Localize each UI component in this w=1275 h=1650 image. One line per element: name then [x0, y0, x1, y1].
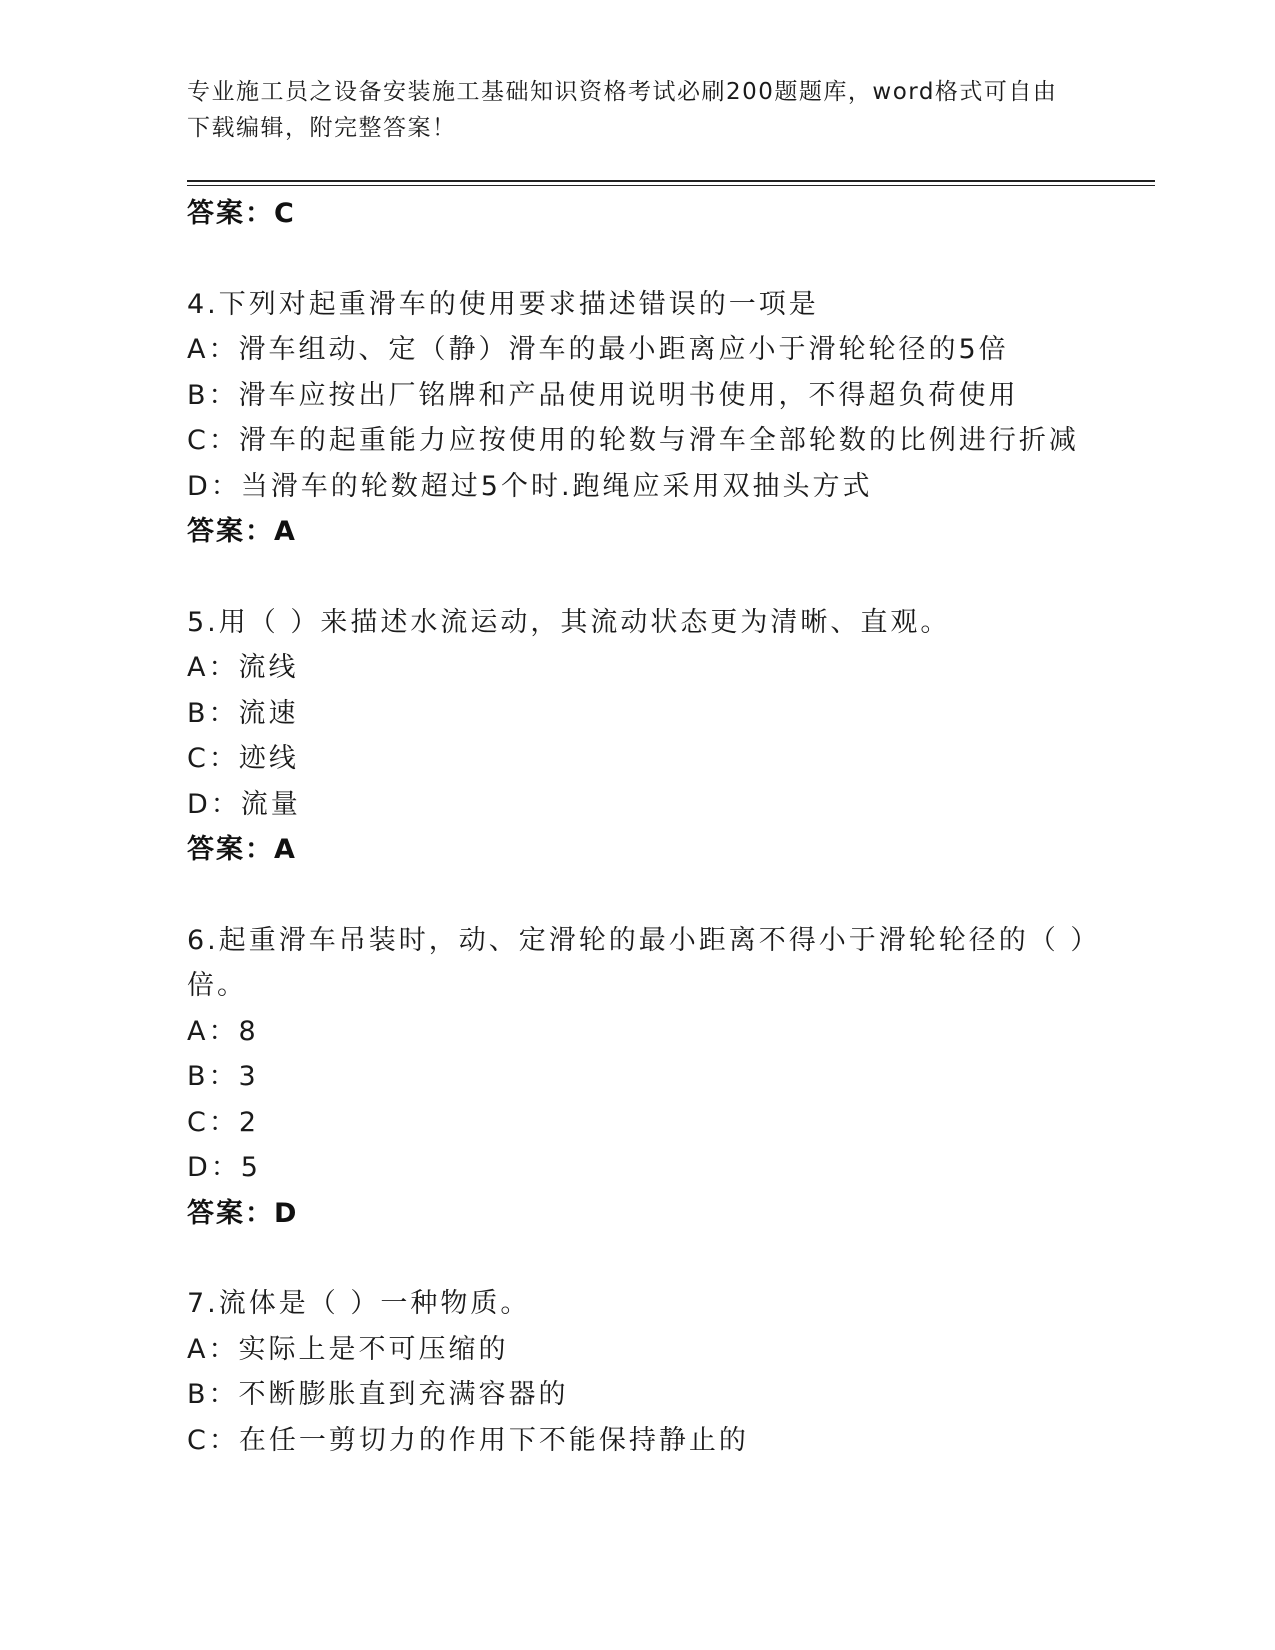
option-b: B：3: [187, 1061, 259, 1092]
answer-line: 答案：A: [187, 834, 297, 865]
option-c: C：滑车的起重能力应按使用的轮数与滑车全部轮数的比例进行折减: [187, 425, 1079, 456]
document-header: [187, 74, 1077, 146]
option-a: A：流线: [187, 652, 299, 683]
question-stem-line-1: 6.起重滑车吊装时，动、定滑轮的最小距离不得小于滑轮轮径的（ ）: [187, 924, 1101, 956]
option-d: D：流量: [187, 788, 301, 820]
option-a: A：实际上是不可压缩的: [187, 1333, 509, 1365]
answer-line: 答案：D: [187, 1197, 299, 1229]
option-c: C：迹线: [187, 743, 299, 774]
header-rule-thick: [187, 180, 1155, 182]
option-b: B：流速: [187, 697, 299, 729]
question-block: [187, 1281, 1087, 1463]
question-block: [187, 918, 1101, 1237]
option-a: A：滑车组动、定（静）滑车的最小距离应小于滑轮轮径的5倍: [187, 334, 1009, 365]
option-c: C：在任一剪切力的作用下不能保持静止的: [187, 1424, 749, 1456]
question-content: [187, 191, 1101, 1463]
option-b: B：不断膨胀直到充满容器的: [187, 1379, 569, 1410]
option-d: D：5: [187, 1152, 261, 1183]
question-block: [187, 282, 1087, 555]
question-stem-line-2: 倍。: [187, 970, 247, 1001]
question-stem: 4.下列对起重滑车的使用要求描述错误的一项是: [187, 288, 819, 320]
answer-line: 答案：C: [187, 198, 296, 229]
option-a: A：8: [187, 1015, 259, 1047]
header-rule-thin: [187, 185, 1155, 186]
header-text: 专业施工员之设备安装施工基础知识资格考试必刷200题题库，word格式可自由下载编辑，附完整答案！: [187, 79, 1058, 141]
answer-line: 答案：A: [187, 516, 297, 547]
question-block: [187, 600, 1087, 873]
option-b: B：滑车应按出厂铭牌和产品使用说明书使用，不得超负荷使用: [187, 379, 1019, 411]
option-d: D：当滑车的轮数超过5个时.跑绳应采用双抽头方式: [187, 470, 873, 502]
option-c: C：2: [187, 1106, 260, 1138]
question-stem: 7.流体是（ ）一种物质。: [187, 1288, 531, 1319]
question-stem: 5.用（ ）来描述水流运动，其流动状态更为清晰、直观。: [187, 606, 951, 638]
